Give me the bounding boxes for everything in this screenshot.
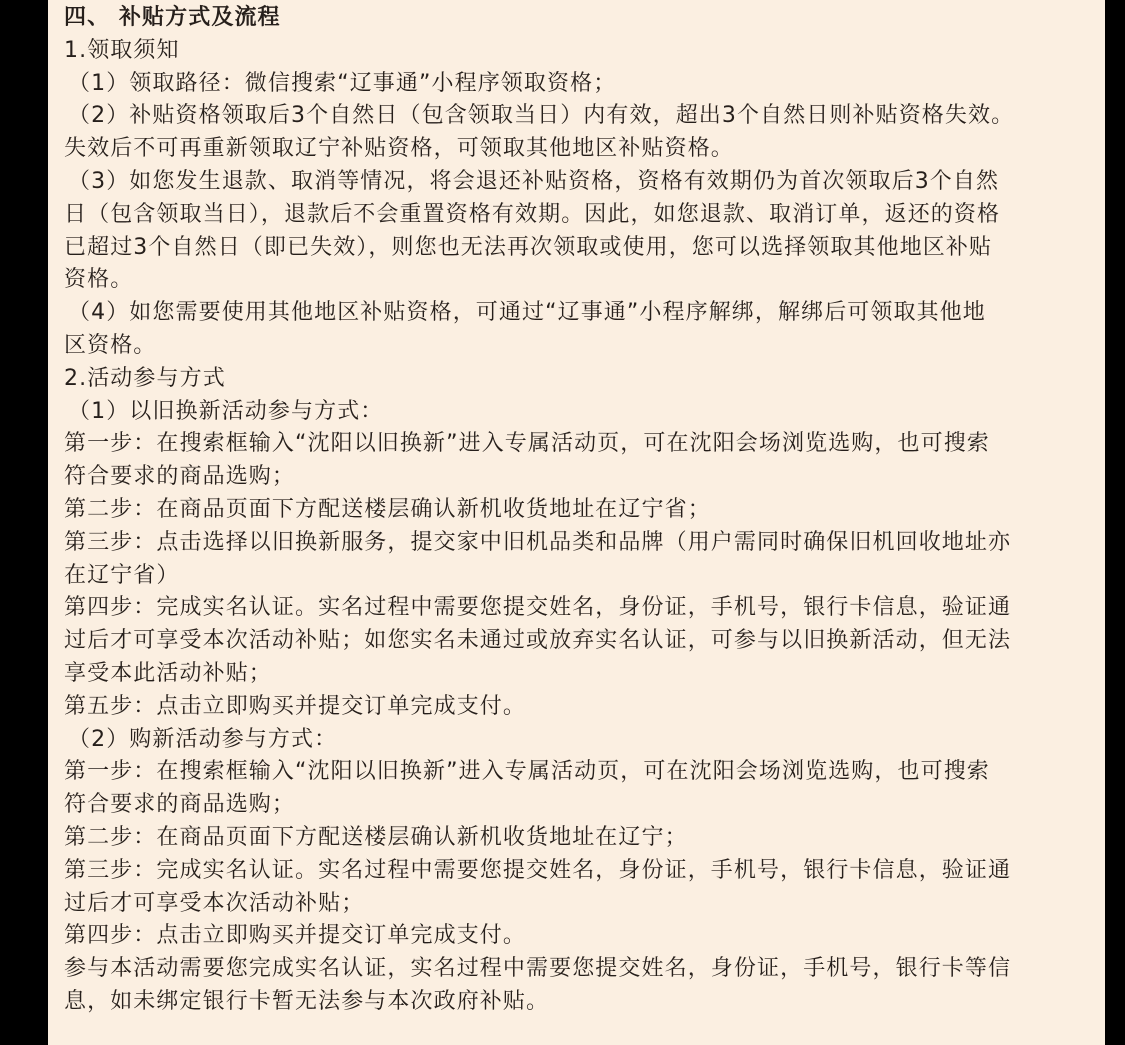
- paragraph-line: 第五步：点击立即购买并提交订单完成支付。: [64, 693, 527, 719]
- paragraph-line: 符合要求的商品选购；: [64, 792, 296, 818]
- paragraph-line: 第一步：在搜索框输入“沈阳以旧换新”进入专属活动页，可在沈阳会场浏览选购，也可搜索: [64, 431, 990, 457]
- subheading-participation: 2.活动参与方式: [64, 365, 226, 391]
- paragraph-line: （2）补贴资格领取后3个自然日（包含领取当日）内有效，超出3个自然日则补贴资格失效。: [68, 103, 1015, 129]
- paragraph-line: 资格。: [64, 267, 134, 293]
- paragraph-line: 息，如未绑定银行卡暂无法参与本次政府补贴。: [64, 988, 550, 1014]
- paragraph-line: 过后才可享受本次活动补贴；如您实名未通过或放弃实名认证，可参与以旧换新活动，但无法: [64, 628, 1012, 654]
- paragraph-line: 参与本活动需要您完成实名认证，实名过程中需要您提交姓名，身份证，手机号，银行卡等信: [64, 956, 1012, 982]
- subheading-claim-notice: 1.领取须知: [64, 37, 180, 63]
- paragraph-line: （1）领取路径：微信搜索“辽事通”小程序领取资格；: [68, 70, 617, 96]
- paragraph-line: 第四步：完成实名认证。实名过程中需要您提交姓名，身份证，手机号，银行卡信息，验证通: [64, 595, 1012, 621]
- paragraph-line: 第二步：在商品页面下方配送楼层确认新机收货地址在辽宁省；: [64, 496, 711, 522]
- paragraph-line: 第四步：点击立即购买并提交订单完成支付。: [64, 923, 527, 949]
- paragraph-line: （2）购新活动参与方式：: [68, 726, 338, 752]
- paragraph-line: 第三步：点击选择以旧换新服务，提交家中旧机品类和品牌（用户需同时确保旧机回收地址亦: [64, 529, 1012, 555]
- paragraph-line: 失效后不可再重新领取辽宁补贴资格，可领取其他地区补贴资格。: [64, 136, 734, 162]
- document-page: [48, 0, 1105, 1045]
- paragraph-line: 符合要求的商品选购；: [64, 464, 296, 490]
- paragraph-line: 区资格。: [64, 332, 157, 358]
- paragraph-line: 第一步：在搜索框输入“沈阳以旧换新”进入专属活动页，可在沈阳会场浏览选购，也可搜索: [64, 759, 990, 785]
- paragraph-line: （3）如您发生退款、取消等情况，将会退还补贴资格，资格有效期仍为首次领取后3个自然: [68, 168, 1000, 194]
- section-title: 四、 补贴方式及流程: [64, 5, 281, 30]
- paragraph-line: 享受本此活动补贴；: [64, 660, 272, 686]
- paragraph-line: 第三步：完成实名认证。实名过程中需要您提交姓名，身份证，手机号，银行卡信息，验证通: [64, 857, 1012, 883]
- paragraph-line: （4）如您需要使用其他地区补贴资格，可通过“辽事通”小程序解绑，解绑后可领取其他地: [68, 300, 986, 326]
- paragraph-line: 日（包含领取当日），退款后不会重置资格有效期。因此，如您退款、取消订单，返还的资格: [64, 201, 1001, 227]
- paragraph-line: 在辽宁省）: [64, 562, 180, 588]
- paragraph-line: 已超过3个自然日（即已失效），则您也无法再次领取或使用，您可以选择领取其他地区补贴: [64, 234, 993, 260]
- paragraph-line: 第二步：在商品页面下方配送楼层确认新机收货地址在辽宁；: [64, 824, 688, 850]
- paragraph-line: （1）以旧换新活动参与方式：: [68, 398, 384, 424]
- paragraph-line: 过后才可享受本次活动补贴；: [64, 890, 365, 916]
